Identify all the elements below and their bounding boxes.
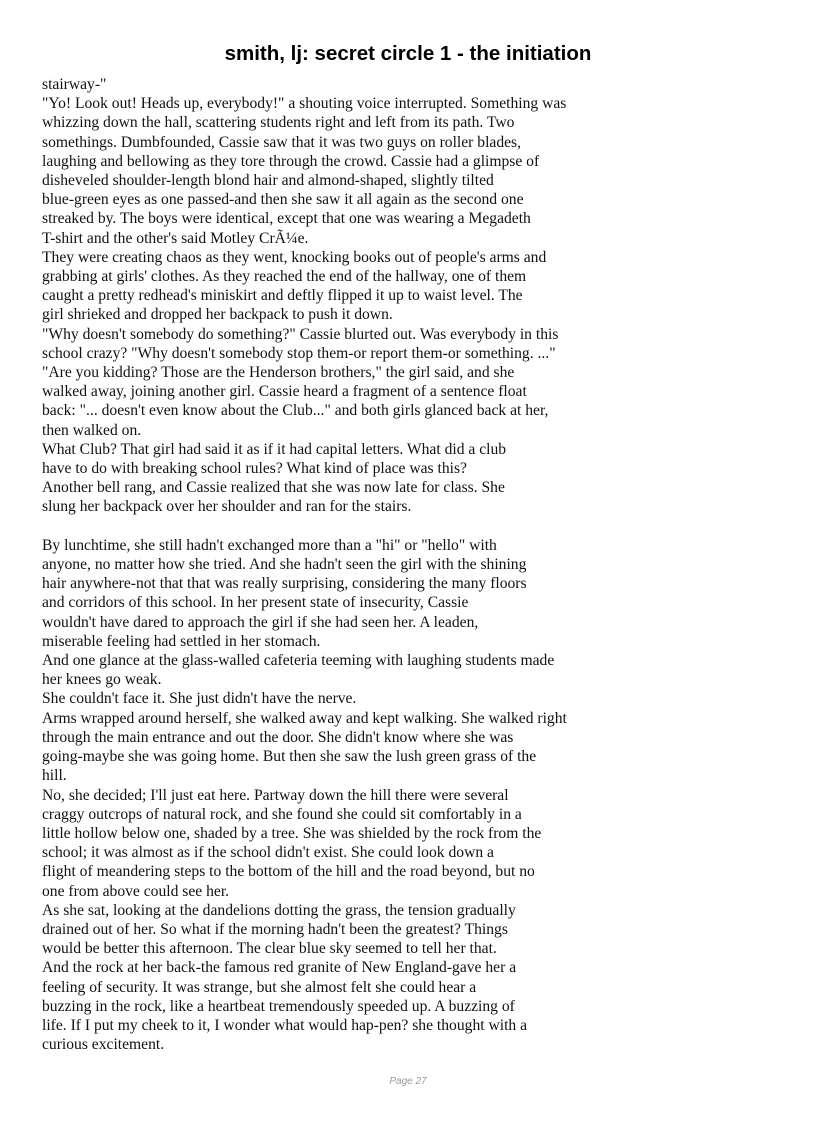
text-line: wouldn't have dared to approach the girl if she had seen her. A leaden,	[42, 613, 479, 631]
text-line: life. If I put my cheek to it, I wonder what would hap-pen? she thought with a	[42, 1016, 528, 1034]
text-line: curious excitement.	[42, 1036, 165, 1054]
text-line: Arms wrapped around herself, she walked away and kept walking. She walked right	[42, 709, 567, 727]
body-text	[42, 75, 612, 1054]
text-line: anyone, no matter how she tried. And she hadn't seen the girl with the shining	[42, 556, 527, 574]
text-line: streaked by. The boys were identical, except that one was wearing a Megadeth	[42, 210, 531, 228]
paragraph-break	[42, 517, 612, 536]
text-line: buzzing in the rock, like a heartbeat tremendously speeded up. A buzzing of	[42, 997, 515, 1015]
text-line: flight of meandering steps to the bottom of the hill and the road beyond, but no	[42, 863, 535, 881]
text-line: whizzing down the hall, scattering students right and left from its path. Two	[42, 114, 515, 132]
text-line: "Why doesn't somebody do something?" Cassie blurted out. Was everybody in this	[42, 325, 559, 343]
page-number: Page 27	[389, 1076, 427, 1087]
text-line: T-shirt and the other's said Motley CrÃ¼e.	[42, 229, 309, 247]
text-line: back: "... doesn't even know about the Club..." and both girls glanced back at her,	[42, 402, 549, 420]
text-line: stairway-"	[42, 76, 107, 93]
text-line: And the rock at her back-the famous red granite of New England-gave her a	[42, 959, 517, 977]
text-line: through the main entrance and out the door. She didn't know where she was	[42, 728, 514, 746]
text-line: "Yo! Look out! Heads up, everybody!" a shouting voice interrupted. Something was	[42, 95, 567, 113]
text-line: slung her backpack over her shoulder and ran for the stairs.	[42, 498, 412, 516]
text-line: girl shrieked and dropped her backpack to push it down.	[42, 306, 393, 324]
text-line: "Are you kidding? Those are the Henderson brothers," the girl said, and she	[42, 364, 515, 382]
text-line: school crazy? "Why doesn't somebody stop them-or report them-or something. ..."	[42, 344, 556, 362]
text-line: blue-green eyes as one passed-and then she saw it all again as the second one	[42, 191, 524, 209]
text-line: one from above could see her.	[42, 882, 230, 900]
text-line: What Club? That girl had said it as if it had capital letters. What did a club	[42, 440, 507, 458]
text-line: caught a pretty redhead's miniskirt and deftly flipped it up to waist level. The	[42, 287, 523, 305]
text-line: school; it was almost as if the school didn't exist. She could look down a	[42, 844, 494, 862]
text-line: hair anywhere-not that that was really surprising, considering the many floors	[42, 575, 527, 593]
text-line: They were creating chaos as they went, knocking books out of people's arms and	[42, 248, 547, 266]
text-line: somethings. Dumbfounded, Cassie saw that it was two guys on roller blades,	[42, 133, 522, 151]
text-line: have to do with breaking school rules? What kind of place was this?	[42, 460, 467, 478]
text-line: As she sat, looking at the dandelions dotting the grass, the tension gradually	[42, 901, 516, 919]
text-line: miserable feeling had settled in her stomach.	[42, 632, 321, 650]
text-line: craggy outcrops of natural rock, and she found she could sit comfortably in a	[42, 805, 522, 823]
text-line: going-maybe she was going home. But then she saw the lush green grass of the	[42, 748, 537, 766]
text-line: hill.	[42, 767, 67, 785]
text-line: She couldn't face it. She just didn't have the nerve.	[42, 690, 357, 708]
text-line: drained out of her. So what if the morning hadn't been the greatest? Things	[42, 920, 508, 938]
text-line: By lunchtime, she still hadn't exchanged more than a "hi" or "hello" with	[42, 536, 497, 554]
text-line: then walked on.	[42, 421, 142, 439]
text-line: and corridors of this school. In her present state of insecurity, Cassie	[42, 594, 469, 612]
text-line: her knees go weak.	[42, 671, 162, 689]
page-title: smith, lj: secret circle 1 - the initiation	[224, 42, 592, 65]
text-line: Another bell rang, and Cassie realized that she was now late for class. She	[42, 479, 505, 497]
text-line: No, she decided; I'll just eat here. Partway down the hill there were several	[42, 786, 509, 804]
text-line: laughing and bellowing as they tore through the crowd. Cassie had a glimpse of	[42, 152, 540, 170]
text-line: grabbing at girls' clothes. As they reached the end of the hallway, one of them	[42, 268, 527, 286]
text-line: feeling of security. It was strange, but she almost felt she could hear a	[42, 978, 477, 996]
text-line: would be better this afternoon. The clear blue sky seemed to tell her that.	[42, 940, 497, 958]
text-line: And one glance at the glass-walled cafeteria teeming with laughing students made	[42, 652, 555, 670]
text-line: little hollow below one, shaded by a tree. She was shielded by the rock from the	[42, 824, 542, 842]
text-line: walked away, joining another girl. Cassie heard a fragment of a sentence float	[42, 383, 527, 401]
text-line: disheveled shoulder-length blond hair and almond-shaped, slightly tilted	[42, 172, 494, 190]
